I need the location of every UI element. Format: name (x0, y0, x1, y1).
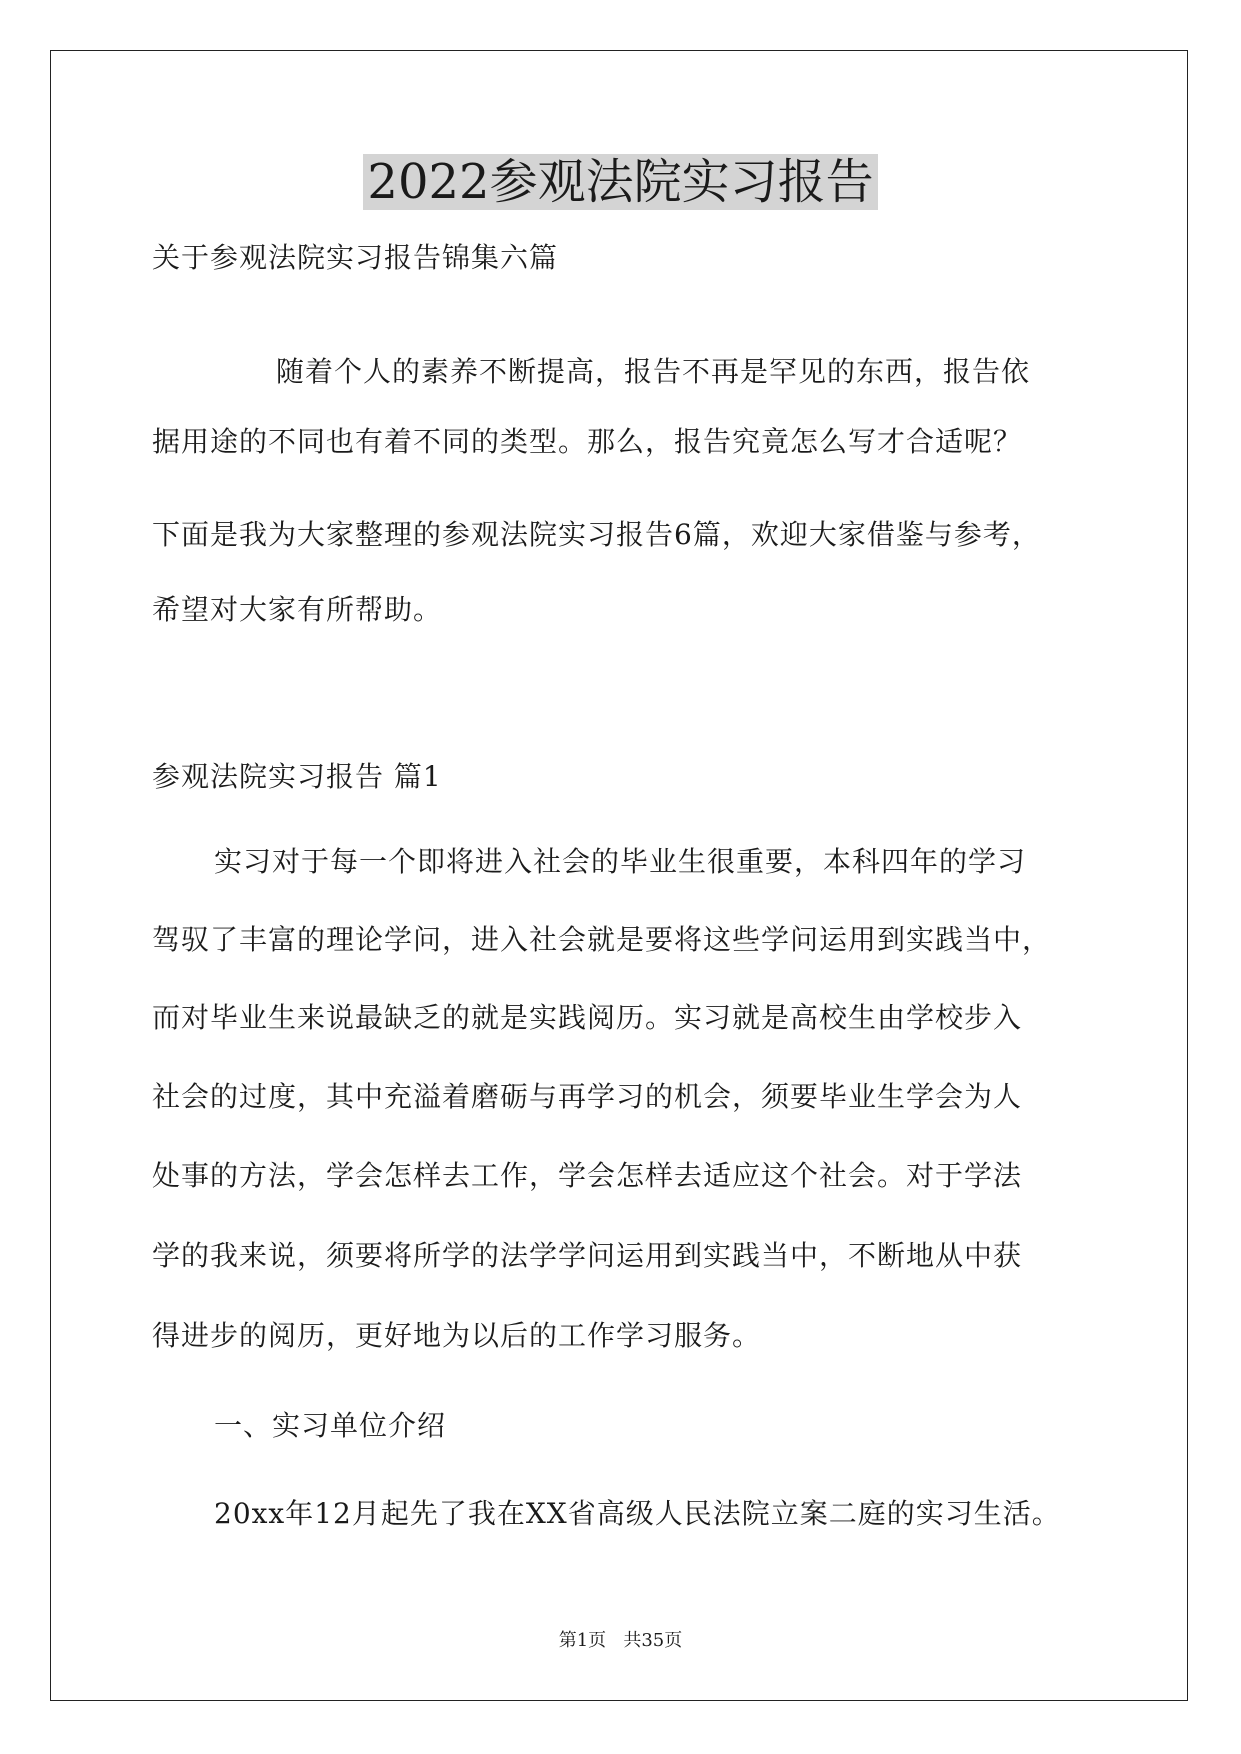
document-title: 2022参观法院实习报告 (0, 152, 1241, 212)
intro-line: 随着个人的素养不断提高，报告不再是罕见的东西，报告依 (276, 355, 1031, 388)
intro-line: 希望对大家有所帮助。 (152, 593, 443, 626)
document-subtitle: 关于参观法院实习报告锦集六篇 (152, 241, 559, 274)
section-heading: 参观法院实习报告 篇1 (152, 760, 442, 793)
subheading: 一、实习单位介绍 (214, 1409, 447, 1442)
body-line: 驾驭了丰富的理论学问，进入社会就是要将这些学问运用到实践当中， (152, 923, 1052, 956)
intro-line: 据用途的不同也有着不同的类型。那么，报告究竟怎么写才合适呢？ (152, 425, 1023, 458)
body-line: 学的我来说，须要将所学的法学学问运用到实践当中，不断地从中获 (152, 1239, 1023, 1272)
body-line: 而对毕业生来说最缺乏的就是实践阅历。实习就是高校生由学校步入 (152, 1001, 1023, 1034)
intro-line: 下面是我为大家整理的参观法院实习报告6篇，欢迎大家借鉴与参考， (152, 518, 1041, 551)
body-line: 社会的过度，其中充溢着磨砺与再学习的机会，须要毕业生学会为人 (152, 1080, 1023, 1113)
body-line: 处事的方法，学会怎样去工作，学会怎样去适应这个社会。对于学法 (152, 1159, 1023, 1192)
page-footer: 第1页 共35页 (558, 1630, 683, 1651)
body-line: 得进步的阅历，更好地为以后的工作学习服务。 (152, 1319, 762, 1352)
body-line: 20xx年12月起先了我在XX省高级人民法院立案二庭的实习生活。 (214, 1497, 1061, 1530)
body-line: 实习对于每一个即将进入社会的毕业生很重要，本科四年的学习 (214, 845, 1027, 878)
